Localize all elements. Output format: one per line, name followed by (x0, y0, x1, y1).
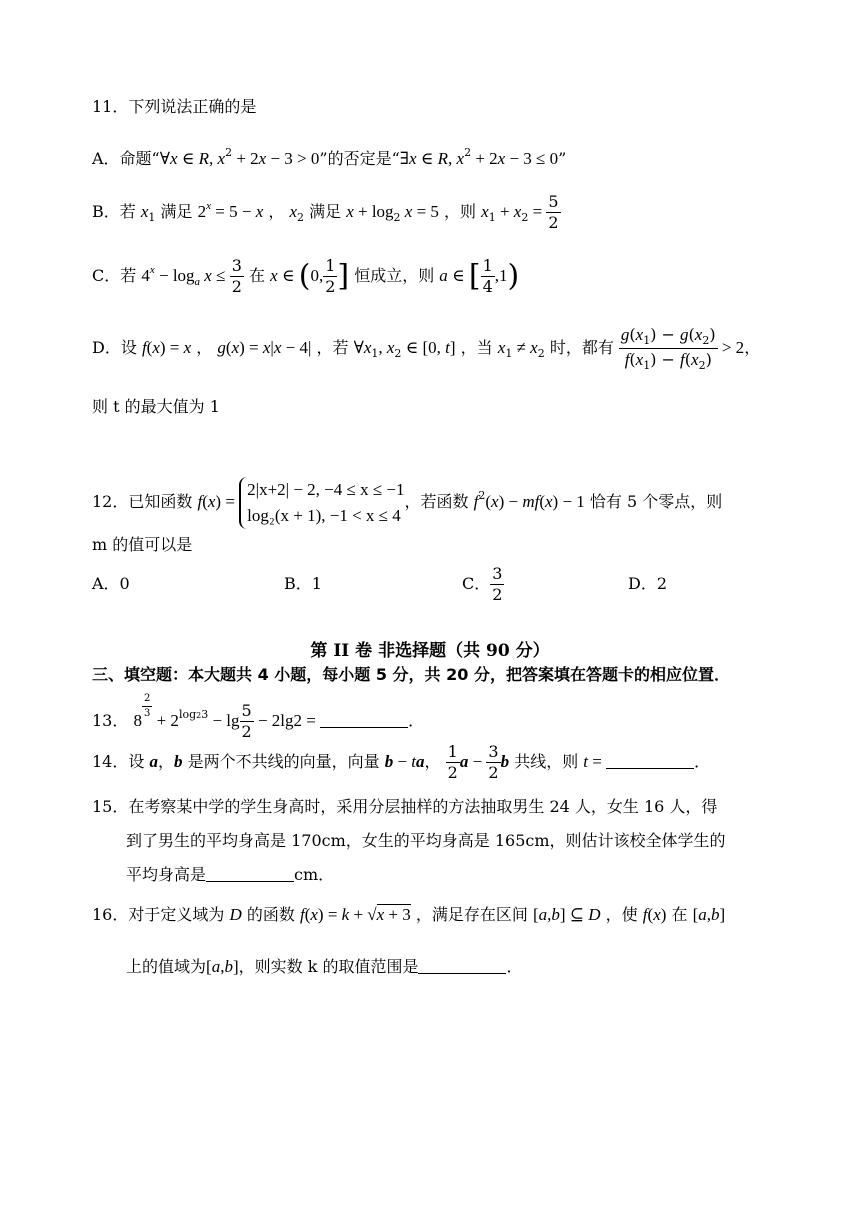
q15-line2: 到了男生的平均身高是 170cm，女生的平均身高是 165cm，则估计该校全体学生的 (126, 831, 726, 850)
q13-answer-blank[interactable] (320, 711, 408, 728)
q11-option-a: A．命题“∀x ∈ R, $x^2 + 2x - 3 > 0$”的否定是“∃x ∈ R, $x^2 + 2x - 3 \le 0$” (92, 146, 567, 168)
part3-heading: 三、填空题：本大题共 4 小题，每小题 5 分，共 20 分，把答案填在答题卡的相应位置． (92, 665, 730, 684)
q15-line1: 15．在考察某中学的学生身高时，采用分层抽样的方法抽取男生 24 人，女生 16 人，得 (92, 797, 718, 816)
q12-option-b: B．1 (284, 574, 322, 593)
q11-option-c: C．若 $4^x - \log_a x$ ≤ $\frac{3}{2}$ 在 x ∈ (0, $\frac{1}{2}$ ] 恒成立，则 a ∈ [ $\frac{1}{4}$ ,1) (92, 256, 520, 296)
q16-line2: 上的值域为[a,b]，则实数 k 的取值范围是 ． (126, 957, 523, 976)
q15-line3: 平均身高是 cm． (126, 865, 335, 884)
q12-stem: 12．已知函数 f(x) = 2|x+2| − 2, −4 ≤ x ≤ −1 log₂(x + 1), −1 < x ≤ 4 ，若函数 $f^2(x) - mf(x) - 1$ 恰有 5 个零点，则 (92, 466, 722, 532)
q12-option-d: D．2 (628, 574, 668, 593)
q11-d-line2: 则 t 的最大值为 1 (92, 397, 220, 416)
q15-answer-blank[interactable] (206, 865, 294, 882)
q11-a-label: A．命题“ (92, 149, 160, 168)
q12-line2: m 的值可以是 (92, 535, 193, 554)
q11-a-expr1: ∀x ∈ R, x (159, 149, 226, 168)
q16-answer-blank[interactable] (418, 957, 506, 974)
q11-stem: 11．下列说法正确的是 (92, 97, 257, 116)
q11-a-mid: ”的否定是“ (319, 149, 400, 168)
section-title: 第 II 卷 非选择题（共 90 分） (310, 641, 550, 661)
q11-option-d: D．设 f(x) = x ， g(x) = x|x − 4| ，若 $\forall x_1$, $x_2$ ∈ [0, t] ，当 $x_1 \ne x_2$ 时，都有 $\frac{g(x_1) - g(x_2)}{f(x_1) - f(x_2)}$ > 2， (92, 325, 761, 372)
q16-line1: 16．对于定义域为 D 的函数 f(x) = k + √x + 3 ，满足存在区间 [a,b] ⊆ D ，使 f(x) 在 [a,b] (92, 905, 726, 924)
q12-option-a: A．0 (92, 574, 130, 593)
q14-answer-blank[interactable] (606, 752, 694, 769)
q14: 14．设 a，b 是两个不共线的向量，向量 b − ta， $\frac{1}{2}$ a − $\frac{3}{2}$ b 共线，则 t = ． (92, 742, 711, 782)
q11-a-expr2: ∃x ∈ R, x (399, 149, 465, 168)
q12-piecewise: 2|x+2| − 2, −4 ≤ x ≤ −1 log₂(x + 1), −1 < x ≤ 4 (239, 477, 404, 529)
q12-option-c: C． $\frac{3}{2}$ (462, 564, 503, 604)
q13: 13． 8 $\frac{2}{3}$ + $2^{log23} - \lg$ $\frac{5}{2}$ − 2lg2 = ． (92, 693, 425, 741)
q11-option-b: B．若 $x_1$ 满足 $2^x = 5 - x$ ， $x_2$ 满足 $x + \log_2 x = 5$ ，则 $x_1 + x_2$ = $\frac{5}{2}$ (92, 192, 559, 232)
q11-a-end: ” (558, 149, 567, 168)
